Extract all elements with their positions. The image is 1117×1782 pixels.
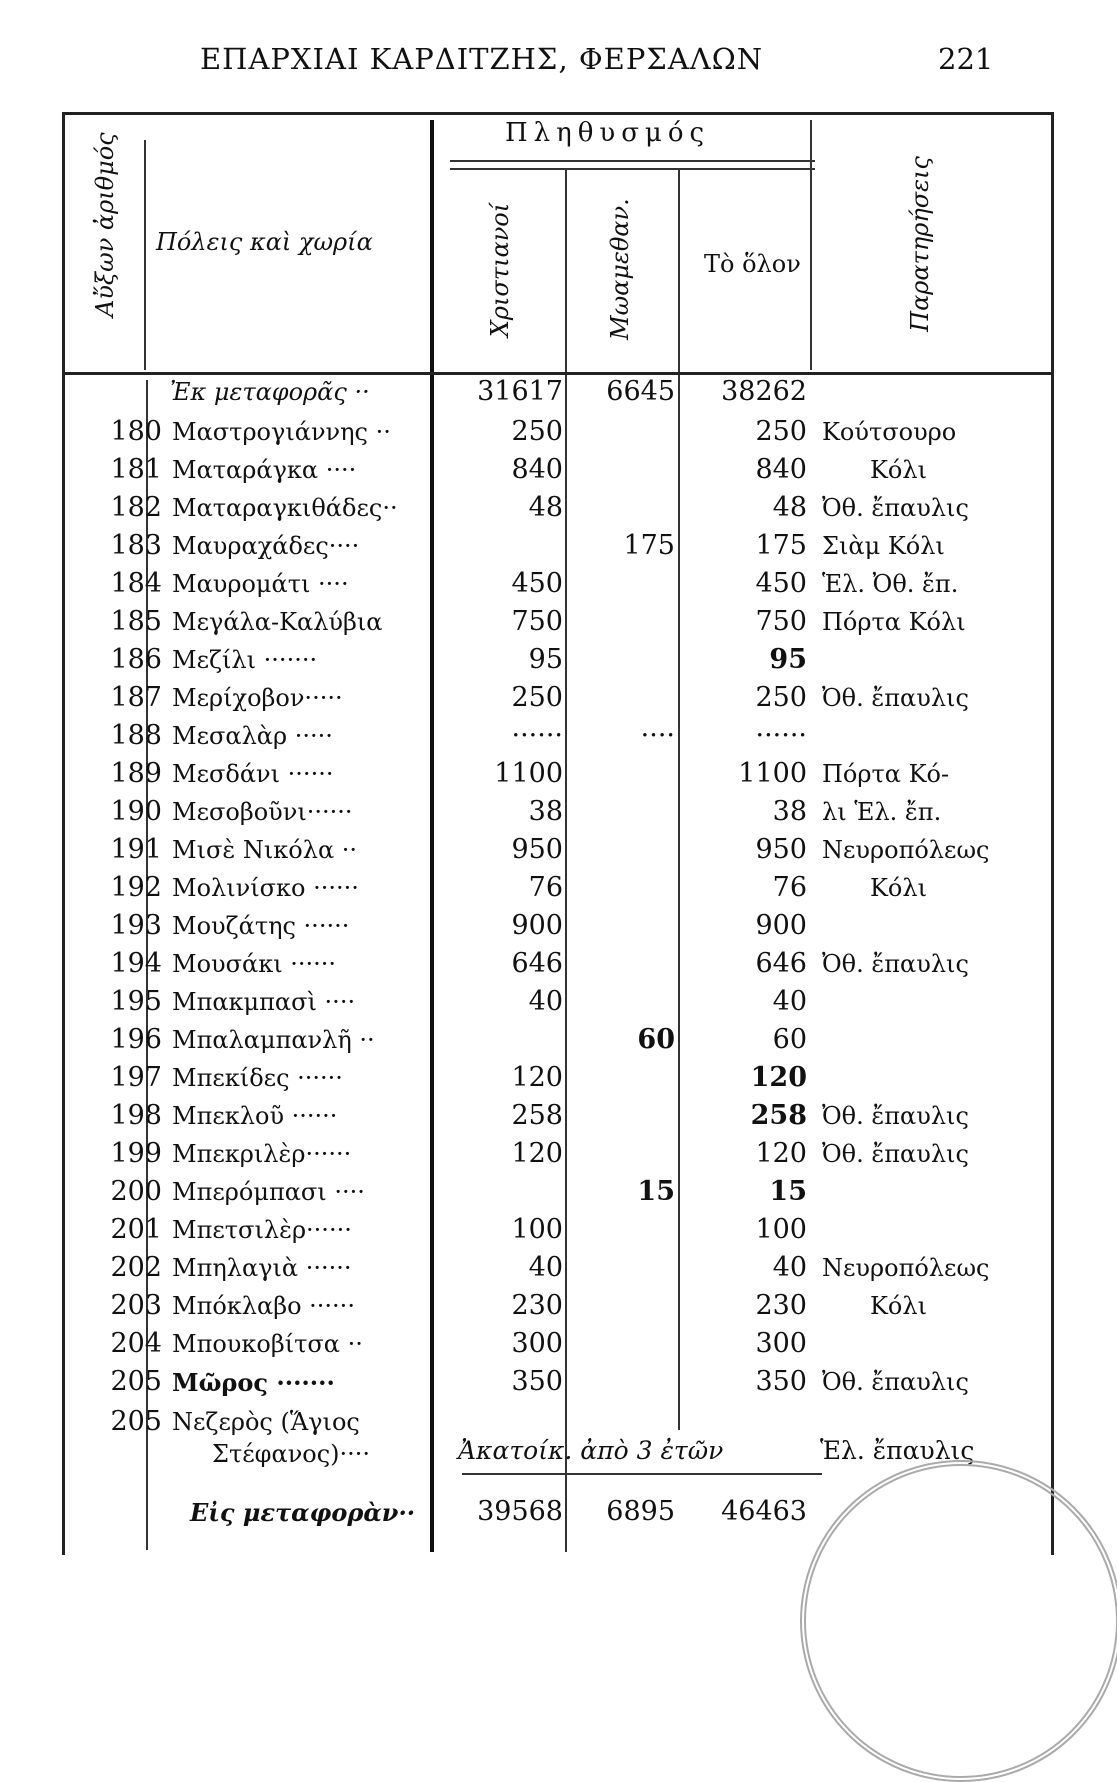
- table-row: [70, 1212, 1050, 1250]
- row-place: Μερίχοβον·····: [172, 684, 343, 712]
- row-number: 189: [110, 758, 162, 789]
- row-christians: 230: [511, 1290, 563, 1321]
- row-place: Μολινίσκο ······: [172, 874, 359, 902]
- row-total: 950: [755, 834, 807, 865]
- table-row: [70, 1250, 1050, 1288]
- column-rule: [810, 120, 812, 370]
- row-place: Μπερόμπασι ····: [172, 1178, 365, 1206]
- row-christians: 750: [511, 606, 563, 637]
- row-total: 15: [769, 1176, 807, 1207]
- row-total: 175: [755, 530, 807, 561]
- carried-forward-christians: 39568: [477, 1496, 563, 1527]
- table-row: [70, 1326, 1050, 1364]
- row-total: 76: [772, 872, 807, 903]
- row-mohammedans: 175: [623, 530, 675, 561]
- table-row: [70, 756, 1050, 794]
- row-place: Μπαλαμπανλῆ ··: [172, 1026, 375, 1054]
- row-total: 750: [755, 606, 807, 637]
- row-christians: 120: [511, 1062, 563, 1093]
- table-row: [70, 908, 1050, 946]
- table-row: [70, 832, 1050, 870]
- row-place: Ματαράγκα ····: [172, 456, 357, 484]
- row-place: Μπηλαγιὰ ······: [172, 1254, 352, 1282]
- table-row: [70, 946, 1050, 984]
- column-rule: [144, 140, 146, 370]
- row-total: 450: [755, 568, 807, 599]
- row-total: 38: [772, 796, 807, 827]
- header-christians: Χριστιανοί: [486, 202, 514, 338]
- table-row: [70, 528, 1050, 566]
- row-place: Μῶρος ·······: [172, 1368, 335, 1397]
- row-total: 230: [755, 1290, 807, 1321]
- row-place: Μεζίλι ·······: [172, 646, 318, 674]
- row-observation: Πόρτα Κόλι: [822, 608, 966, 636]
- row-total: 250: [755, 416, 807, 447]
- table-row: [70, 452, 1050, 490]
- row-place: Μεσαλὰρ ·····: [172, 722, 333, 750]
- header-total: Τὸ ὅλον: [704, 250, 801, 278]
- header-mohammedans: Μωαμεθαν.: [606, 198, 634, 340]
- row-observation: Κόλι: [870, 1292, 927, 1320]
- row-christians: 100: [511, 1214, 563, 1245]
- brought-forward-row: [70, 374, 1050, 412]
- row-christians: 646: [511, 948, 563, 979]
- table-row: [70, 870, 1050, 908]
- row-total: 300: [755, 1328, 807, 1359]
- row-total: 840: [755, 454, 807, 485]
- header-serial-number: Αὔξων ἀριθμός: [91, 132, 119, 317]
- row-observation: Κόλι: [870, 456, 927, 484]
- row-observation: Ἑλ. ἔπαυλις: [820, 1436, 975, 1465]
- row-place: Μπετσιλὲρ······: [172, 1216, 352, 1244]
- row-total: 1100: [738, 758, 807, 789]
- carried-forward-total: 46463: [721, 1496, 807, 1527]
- row-number: 201: [110, 1214, 162, 1245]
- table-row: [70, 1098, 1050, 1136]
- row-observation: Ὀθ. ἔπαυλις: [822, 684, 969, 712]
- row-christians: 900: [511, 910, 563, 941]
- row-number: 186: [110, 644, 162, 675]
- row-christians: 95: [528, 644, 563, 675]
- page-number: 221: [938, 42, 994, 76]
- row-total: ······: [755, 720, 807, 751]
- row-number: 185: [110, 606, 162, 637]
- row-number: 184: [110, 568, 162, 599]
- row-total: 120: [755, 1138, 807, 1169]
- row-number: 199: [110, 1138, 162, 1169]
- row-number: 204: [110, 1328, 162, 1359]
- row-christians: 300: [511, 1328, 563, 1359]
- row-place: Μαυρομάτι ····: [172, 570, 349, 598]
- row-total: 40: [772, 986, 807, 1017]
- row-total: 95: [769, 644, 807, 675]
- row-christians: 40: [528, 986, 563, 1017]
- row-number: 202: [110, 1252, 162, 1283]
- table-row: [70, 718, 1050, 756]
- table-row: [70, 794, 1050, 832]
- row-observation: Ὀθ. ἔπαυλις: [822, 1102, 969, 1130]
- table-row: [70, 604, 1050, 642]
- table-row: [70, 1136, 1050, 1174]
- population-rule: [450, 168, 815, 170]
- row-observation: Ὀθ. ἔπαυλις: [822, 950, 969, 978]
- row-christians: 258: [511, 1100, 563, 1131]
- row-observation: Ὀθ. ἔπαυλις: [822, 494, 969, 522]
- row-number: 191: [110, 834, 162, 865]
- row-number: 203: [110, 1290, 162, 1321]
- row-christians: 350: [511, 1366, 563, 1397]
- row-christians: 1100: [494, 758, 563, 789]
- table-row: [70, 566, 1050, 604]
- brought-forward-mohammedans: 6645: [606, 376, 675, 407]
- row-number: 205: [110, 1406, 162, 1437]
- row-christians: 450: [511, 568, 563, 599]
- row-total: 250: [755, 682, 807, 713]
- row-number: 183: [110, 530, 162, 561]
- row-place: Μπεκλοῦ ······: [172, 1102, 338, 1130]
- table-row: [70, 414, 1050, 452]
- table-row: [70, 1060, 1050, 1098]
- table-row: [70, 1174, 1050, 1212]
- row-place: Μαστρογιάννης ··: [172, 418, 391, 446]
- row-place: Μαυραχάδες····: [172, 532, 360, 560]
- carried-forward-label: Εἰς μεταφορὰν··: [190, 1498, 416, 1527]
- row-place: Μεσοβοῦνι······: [172, 798, 353, 826]
- row-total: 100: [755, 1214, 807, 1245]
- row-number: 180: [110, 416, 162, 447]
- running-head: ΕΠΑΡΧΙΑΙ ΚΑΡΔΙΤΖΗΣ, ΦΕΡΣΑΛΩΝ: [200, 42, 764, 76]
- row-christians: 840: [511, 454, 563, 485]
- brought-forward-label: Ἐκ μεταφορᾶς ··: [170, 378, 370, 406]
- row-observation: Νευροπόλεως: [822, 1254, 990, 1282]
- library-stamp: [800, 1460, 1117, 1782]
- table-row: [70, 984, 1050, 1022]
- row-christians: 38: [528, 796, 563, 827]
- row-place: Μπόκλαβο ······: [172, 1292, 355, 1320]
- row-mohammedans: ····: [640, 720, 675, 751]
- row-christians: ······: [511, 720, 563, 751]
- row-mohammedans: 60: [637, 1024, 675, 1055]
- row-observation: Πόρτα Κό-: [822, 760, 950, 788]
- row-christians: 76: [528, 872, 563, 903]
- row-christians: 48: [528, 492, 563, 523]
- row-number: 194: [110, 948, 162, 979]
- row-number: 182: [110, 492, 162, 523]
- table-row: [70, 642, 1050, 680]
- row-number: 196: [110, 1024, 162, 1055]
- brought-forward-christians: 31617: [477, 376, 563, 407]
- header-population: Πληθυσμός: [505, 118, 711, 148]
- row-number: 181: [110, 454, 162, 485]
- row-total: 900: [755, 910, 807, 941]
- row-observation: Ὀθ. ἔπαυλις: [822, 1140, 969, 1168]
- row-place-line1: Νεζερὸς (Ἅγιος: [172, 1408, 360, 1436]
- row-number: 188: [110, 720, 162, 751]
- table-row: [70, 490, 1050, 528]
- row-observation: Κόλι: [870, 874, 927, 902]
- row-christians: 120: [511, 1138, 563, 1169]
- header-observations: Παρατηρήσεις: [906, 156, 934, 332]
- row-observation: Ὀθ. ἔπαυλις: [822, 1368, 969, 1396]
- row-total: 60: [772, 1024, 807, 1055]
- row-total: 258: [750, 1100, 807, 1131]
- row-place: Μπεκίδες ······: [172, 1064, 343, 1092]
- table-row: [70, 680, 1050, 718]
- row-total: 48: [772, 492, 807, 523]
- row-place: Μεσδάνι ······: [172, 760, 334, 788]
- row-observation: Σιὰμ Κόλι: [822, 532, 945, 560]
- row-place: Μπεκριλὲρ······: [172, 1140, 352, 1168]
- row-number: 187: [110, 682, 162, 713]
- row-number: 197: [110, 1062, 162, 1093]
- header-places: Πόλεις καὶ χωρία: [156, 228, 373, 256]
- row-total: 40: [772, 1252, 807, 1283]
- table-row: [70, 1364, 1050, 1402]
- row-number: 200: [110, 1176, 162, 1207]
- row-place: Μπακμπασὶ ····: [172, 988, 356, 1016]
- row-place: Μουσάκι ······: [172, 950, 337, 978]
- population-rule: [450, 160, 815, 162]
- row-number: 205: [110, 1366, 162, 1397]
- row-observation: Νευροπόλεως: [822, 836, 990, 864]
- row-observation: Κούτσουρο: [822, 418, 957, 446]
- row-number: 193: [110, 910, 162, 941]
- row-place: Ματαραγκιθάδες··: [172, 494, 398, 522]
- row-number: 198: [110, 1100, 162, 1131]
- row-christians: 40: [528, 1252, 563, 1283]
- table-row: [70, 1288, 1050, 1326]
- row-total: 350: [755, 1366, 807, 1397]
- row-place: Μεγάλα-Καλύβια: [172, 608, 383, 636]
- row-place: Μισὲ Νικόλα ··: [172, 836, 358, 864]
- table-row: [70, 1022, 1050, 1060]
- uninhabited-note: Ἀκατοίκ. ἀπὸ 3 ἐτῶν: [458, 1436, 724, 1465]
- row-mohammedans: 15: [637, 1176, 675, 1207]
- row-total: 120: [750, 1062, 807, 1093]
- row-place: Μουζάτης ······: [172, 912, 350, 940]
- carried-forward-mohammedans: 6895: [606, 1496, 675, 1527]
- row-total: 646: [755, 948, 807, 979]
- row-christians: 250: [511, 682, 563, 713]
- row-number: 195: [110, 986, 162, 1017]
- row-place: Μπουκοβίτσα ··: [172, 1330, 363, 1358]
- row-place-line2: Στέφανος)····: [212, 1440, 371, 1468]
- row-number: 192: [110, 872, 162, 903]
- row-christians: 250: [511, 416, 563, 447]
- brought-forward-total: 38262: [721, 376, 807, 407]
- row-observation: Ἑλ. Ὀθ. ἔπ.: [822, 570, 959, 598]
- row-number: 190: [110, 796, 162, 827]
- row-observation: λι Ἑλ. ἔπ.: [822, 798, 942, 826]
- row-christians: 950: [511, 834, 563, 865]
- carried-forward-rule: [462, 1473, 822, 1475]
